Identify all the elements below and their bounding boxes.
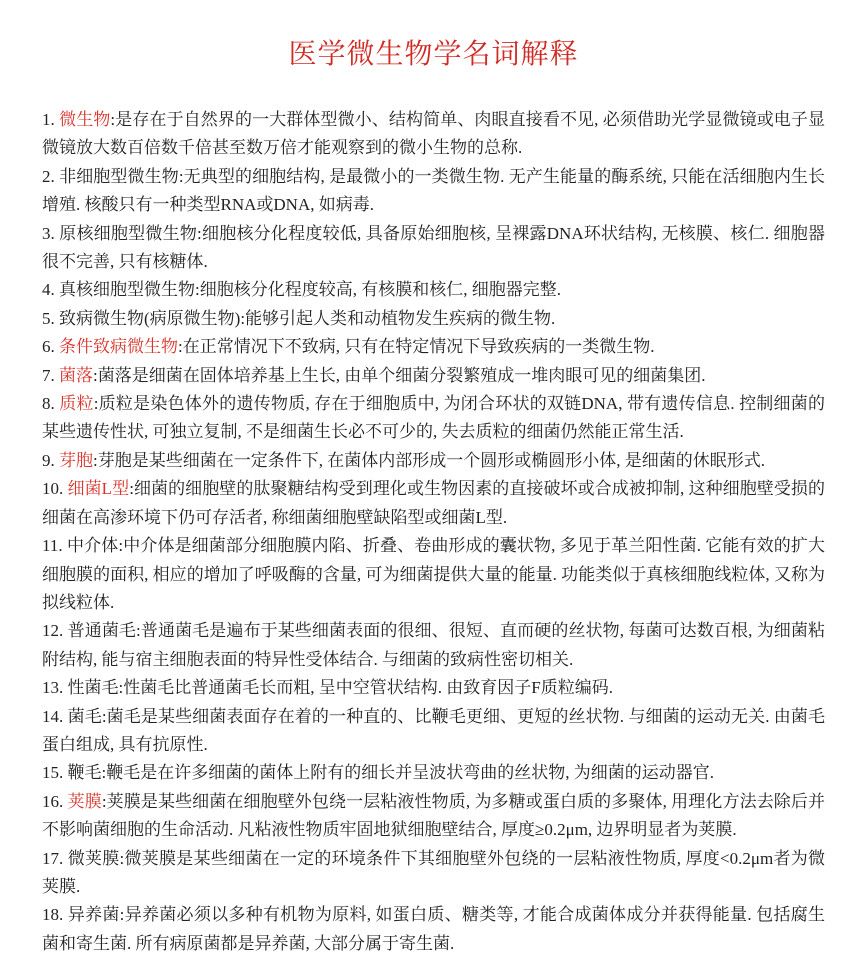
entry-colon: : — [93, 450, 98, 470]
entry-number: 15. — [42, 763, 68, 783]
entry-colon: : — [118, 536, 124, 556]
entry-number: 17. — [42, 848, 68, 868]
entry-colon: : — [118, 678, 124, 698]
entry-term: 非细胞型微生物 — [59, 166, 179, 186]
entry-definition: 菌落是细菌在固体培养基上生长, 由单个细菌分裂繁殖成一堆肉眼可见的细菌集团. — [97, 365, 706, 385]
definition-item — [42, 759, 825, 787]
entry-term: 普通菌毛 — [67, 621, 137, 641]
definition-item — [42, 532, 825, 617]
entry-number: 8. — [42, 394, 60, 414]
definition-item — [42, 845, 825, 902]
entry-number: 1. — [42, 110, 60, 129]
entry-definition: 异养菌必须以多种有机物为原料, 如蛋白质、糖类等, 才能合成菌体成分并获得能量. 包括腐生菌和寄生菌. 所有病原菌都是异养菌, 大部分属于寄生菌. — [42, 905, 826, 953]
entry-term: 菌落 — [59, 365, 93, 385]
definition-item — [42, 901, 825, 958]
entry-colon: : — [93, 394, 99, 414]
entry-number: 14. — [42, 706, 68, 726]
entry-term: 质粒 — [59, 394, 94, 414]
definition-item — [42, 447, 825, 475]
entry-term: 原核细胞型微生物 — [59, 223, 198, 243]
definition-item — [42, 362, 825, 390]
entry-definition: 是存在于自然界的一大群体型微小、结构简单、肉眼直接看不见, 必须借助光学显微镜或电子显微镜放大数百倍数千倍甚至数万倍才能观察到的微小生物的总称. — [42, 110, 826, 158]
entry-number: 13. — [42, 678, 68, 698]
entry-term: 异养菌 — [67, 905, 120, 925]
entry-number: 4. — [42, 280, 59, 300]
entry-definition: 普通菌毛是遍布于某些细菌表面的很细、很短、直而硬的丝状物, 每菌可达数百根, 为细菌粘附结构, 能与宿主细胞表面的特异性受体结合. 与细菌的致病性密切相关. — [42, 621, 826, 669]
entry-definition: 质粒是染色体外的遗传物质, 存在于细胞质中, 为闭合环状的双链DNA, 带有遗传信息. 控制细菌的某些遗传性状, 可独立复制, 不是细菌生长必不可少的, 失去质粒的细菌仍然能正常生活. — [42, 394, 825, 442]
entry-definition: 荚膜是某些细菌在细胞壁外包绕一层粘液性物质, 为多糖或蛋白质的多聚体, 用理化方法去除后并不影响菌细胞的生命活动. 凡粘液性物质牢固地狱细胞壁结合, 厚度≥0.2μm, 边界明显者为荚膜. — [42, 791, 826, 840]
entry-definition: 细菌的细胞壁的肽聚糖结构受到理化或生物因素的直接破坏或合成被抑制, 这种细胞壁受损的细菌在高渗环境下仍可存活者, 称细菌细胞壁缺陷型或细菌L型. — [42, 479, 825, 527]
entry-term: 致病微生物(病原微生物) — [59, 308, 241, 328]
entry-term: 细菌L型 — [67, 479, 130, 499]
entry-colon: : — [101, 791, 107, 811]
definition-item — [42, 390, 825, 447]
definition-item — [42, 333, 825, 361]
entry-colon: : — [119, 848, 125, 868]
entry-colon: : — [129, 479, 134, 499]
definition-item — [42, 703, 825, 760]
definition-item — [42, 106, 825, 163]
entry-number: 10. — [42, 479, 68, 499]
definition-item — [42, 220, 825, 277]
definition-item — [42, 617, 825, 674]
definition-item — [42, 305, 825, 333]
definition-item — [42, 163, 825, 220]
entry-number: 16. — [42, 791, 68, 811]
entry-term: 真核细胞型微生物 — [59, 280, 195, 300]
entry-number: 5. — [42, 308, 59, 328]
entry-number: 12. — [42, 621, 68, 641]
entry-term: 芽胞 — [59, 450, 93, 470]
entry-definition: 细胞核分化程度较高, 有核膜和核仁, 细胞器完整. — [199, 280, 561, 300]
definition-item — [42, 788, 825, 845]
entry-number: 3. — [42, 223, 60, 243]
entry-definition: 细胞核分化程度较低, 具备原始细胞核, 呈裸露DNA环状结构, 无核膜、核仁. 细胞器很不完善, 只有核糖体. — [42, 223, 825, 272]
entry-colon: : — [240, 308, 246, 328]
page-title: 医学微生物学名词解释 — [288, 39, 579, 70]
entry-colon: : — [195, 280, 200, 300]
entry-definition: 在正常情况下不致病, 只有在特定情况下导致疾病的一类微生物. — [182, 337, 655, 357]
definition-item — [42, 674, 825, 702]
entry-colon: : — [101, 706, 107, 726]
entry-number: 6. — [42, 337, 59, 357]
entry-definition: 菌毛是某些细菌表面存在着的一种直的、比鞭毛更细、更短的丝状物. 与细菌的运动无关. 由菌毛蛋白组成, 具有抗原性. — [42, 706, 826, 754]
entry-colon: : — [178, 166, 184, 186]
entry-colon: : — [178, 337, 183, 357]
entry-term: 荚膜 — [67, 791, 102, 811]
entry-number: 2. — [42, 166, 60, 186]
definition-item — [42, 475, 825, 532]
entry-term: 性菌毛 — [67, 678, 119, 698]
entry-colon: : — [110, 110, 116, 129]
entry-term: 条件致病微生物 — [59, 337, 178, 357]
entry-colon: : — [101, 763, 107, 783]
entry-number: 7. — [42, 365, 59, 385]
entry-term: 鞭毛 — [67, 763, 102, 783]
entry-definition: 能够引起人类和动植物发生疾病的微生物. — [245, 308, 556, 328]
entry-number: 9. — [42, 450, 59, 470]
definition-item — [42, 276, 825, 304]
entry-number: 18. — [42, 905, 68, 925]
entry-colon: : — [136, 621, 141, 641]
entry-definition: 鞭毛是在许多细菌的菌体上附有的细长并呈波状弯曲的丝状物, 为细菌的运动器官. — [106, 763, 714, 783]
entry-definition: 无典型的细胞结构, 是最微小的一类微生物. 无产生能量的酶系统, 只能在活细胞内生长增殖. 核酸只有一种类型RNA或DNA, 如病毒. — [42, 166, 826, 215]
entry-definition: 微荚膜是某些细菌在一定的环境条件下其细胞壁外包绕的一层粘液性物质, 厚度<0.2μm者为微荚膜. — [42, 848, 826, 896]
entry-term: 菌毛 — [67, 706, 102, 726]
entry-number: 11. — [42, 536, 67, 556]
entry-colon: : — [119, 905, 125, 925]
entry-colon: : — [93, 365, 98, 385]
entry-term: 中介体 — [67, 536, 119, 556]
entry-colon: : — [197, 223, 202, 243]
entry-definition: 性菌毛比普通菌毛长而粗, 呈中空管状结构. 由致育因子F质粒编码. — [123, 678, 613, 698]
entry-term: 微生物 — [59, 110, 111, 129]
definitions-list — [42, 106, 825, 958]
entry-definition: 中介体是细菌部分细胞膜内陷、折叠、卷曲形成的囊状物, 多见于革兰阳性菌. 它能有效的扩大细胞膜的面积, 相应的增加了呼吸酶的含量, 可为细菌提供大量的能量. 功能类似于真核细胞线粒体, 又称为拟线粒体. — [42, 536, 826, 612]
entry-term: 微荚膜 — [67, 848, 120, 868]
entry-definition: 芽胞是某些细菌在一定条件下, 在菌体内部形成一个圆形或椭圆形小体, 是细菌的休眠形式. — [97, 450, 765, 470]
